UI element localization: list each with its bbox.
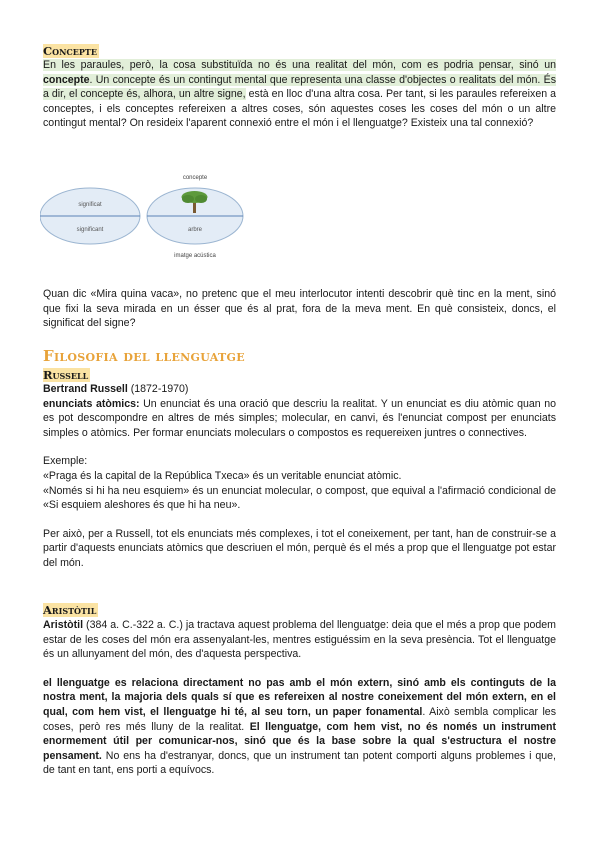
aristotil-bold-2: El llenguatge, com hem vist, no és només un instrument enormement útil per comunicar-nos, sinó que és la base sobre la qual s'estructura el nostre pensament. — [43, 720, 556, 762]
aristotil-text-1: . Això sembla complicar les coses, però res més lluny de la realitat. — [43, 705, 556, 733]
aristotil-heading — [43, 603, 98, 617]
russell-name: Bertrand Russell — [43, 383, 128, 395]
concepte-text — [43, 58, 556, 131]
aristotil-bold-1: el llenguatge es relaciona directament no pas amb el món extern, sinó amb els continguts de la nostra ment, la majoria dels quals sí que es refereixen al nostre coneixement del món extern, en el qual, com hem vist, el llenguatge hi té, al seu torn, un paper fonamental — [43, 676, 556, 718]
aristotil-intro-text: (384 a. C.-322 a. C.) ja tractava aquest problema del llenguatge: deia que el més a prop que podem estar de les coses del món era assenyalant-les, mentres estiguéssim en la seva presència. Tot el llenguatge és un allunyament del món, des d'aquesta perspectiva. — [43, 619, 556, 661]
concepte-heading-text: Concepte — [43, 44, 97, 58]
right-bottom-label: arbre — [187, 227, 203, 233]
russell-heading-text: Russell — [43, 368, 89, 382]
russell-example-2: «Només si hi ha neu esquiem» és un enunciat molecular, o compost, que equival a l'afirmació condicional de «Si esquiem aleshores és que hi ha neu». — [43, 484, 556, 512]
concepte-paragraph — [43, 58, 556, 131]
aristotil-heading-text: Aristòtil — [43, 603, 97, 617]
aristotil-section — [43, 618, 556, 778]
vaca-paragraph — [43, 287, 556, 331]
russell-example-1: «Praga és la capital de la República Txeca» és un veritable enunciat atòmic. — [43, 469, 402, 482]
concepte-text-part-d: està en lloc d'una altra cosa. Per tant, si les paraules refereixen a conceptes, i els conceptes refereixen a altres coses, són aquestes coses les coses del món o un altre contingut mental? On resideix l'aparent connexió entre el món i el llenguatge? Existeix una tal connexió? — [43, 88, 557, 130]
russell-definition-text: Un enunciat és una oració que descriu la realitat. Y un enunciat es diu atòmic quan no es pot descompondre en altres de més simples; molecular, en canvi, és l'enunciat compost per enunciats simples o atòmics. Per formar enunciats moleculars o compostos es requereixen juntres o connectives. — [43, 397, 556, 439]
russell-heading — [43, 368, 90, 382]
signe-diagram — [40, 170, 270, 265]
russell-name-line — [43, 382, 556, 397]
russell-example-label: Exemple: — [43, 455, 88, 468]
aristotil-text-2: No ens ha d'estranyar, doncs, que un instrument tan potent comporti alguns problemes i que, de tant en tant, ens porti a equívocs. — [43, 749, 556, 777]
concepte-heading — [43, 44, 99, 58]
russell-dates: (1872-1970) — [130, 383, 189, 395]
vaca-text: Quan dic «Mira quina vaca», no pretenc que el meu interlocutor intenti descobrir què tinc en la ment, sinó que fixi la seva mirada en un ésser que és al prat, fora de la meva ment. En què consisteix, doncs, el significat del signe? — [43, 288, 556, 330]
aristotil-name: Aristòtil — [43, 619, 84, 631]
concepte-keyword: concepte — [43, 73, 90, 86]
russell-term: enunciats atòmics: — [43, 397, 140, 410]
left-top-label: significat — [78, 202, 102, 208]
bottom-label: imatge acústica — [174, 253, 216, 259]
russell-conclusion: Per això, per a Russell, tot els enunciats més complexes, i tot el coneixement, per tant, han de construir-se a partir d'aquests enunciats atòmics que descriuen el món, perquè és el més a prop que el llenguatge pot estar del món. — [43, 527, 556, 569]
top-label: concepte — [182, 175, 208, 181]
filosofia-title: Filosofia del llenguatge — [43, 347, 245, 365]
russell-definition — [43, 397, 556, 441]
left-bottom-label: significant — [76, 227, 104, 233]
russell-section — [43, 382, 556, 571]
aristotil-body — [43, 676, 556, 778]
concepte-text-part-c: . Un concepte és un contingut mental que representa una classe d'objectes o realitats del món. És a dir, el concepte és, alhora, un altre signe, — [43, 73, 556, 101]
aristotil-intro — [43, 618, 556, 662]
concepte-text-part-a: En les paraules, però, la cosa substituïda no és una realitat del món, com es podria pensar, sinó un — [43, 59, 556, 71]
